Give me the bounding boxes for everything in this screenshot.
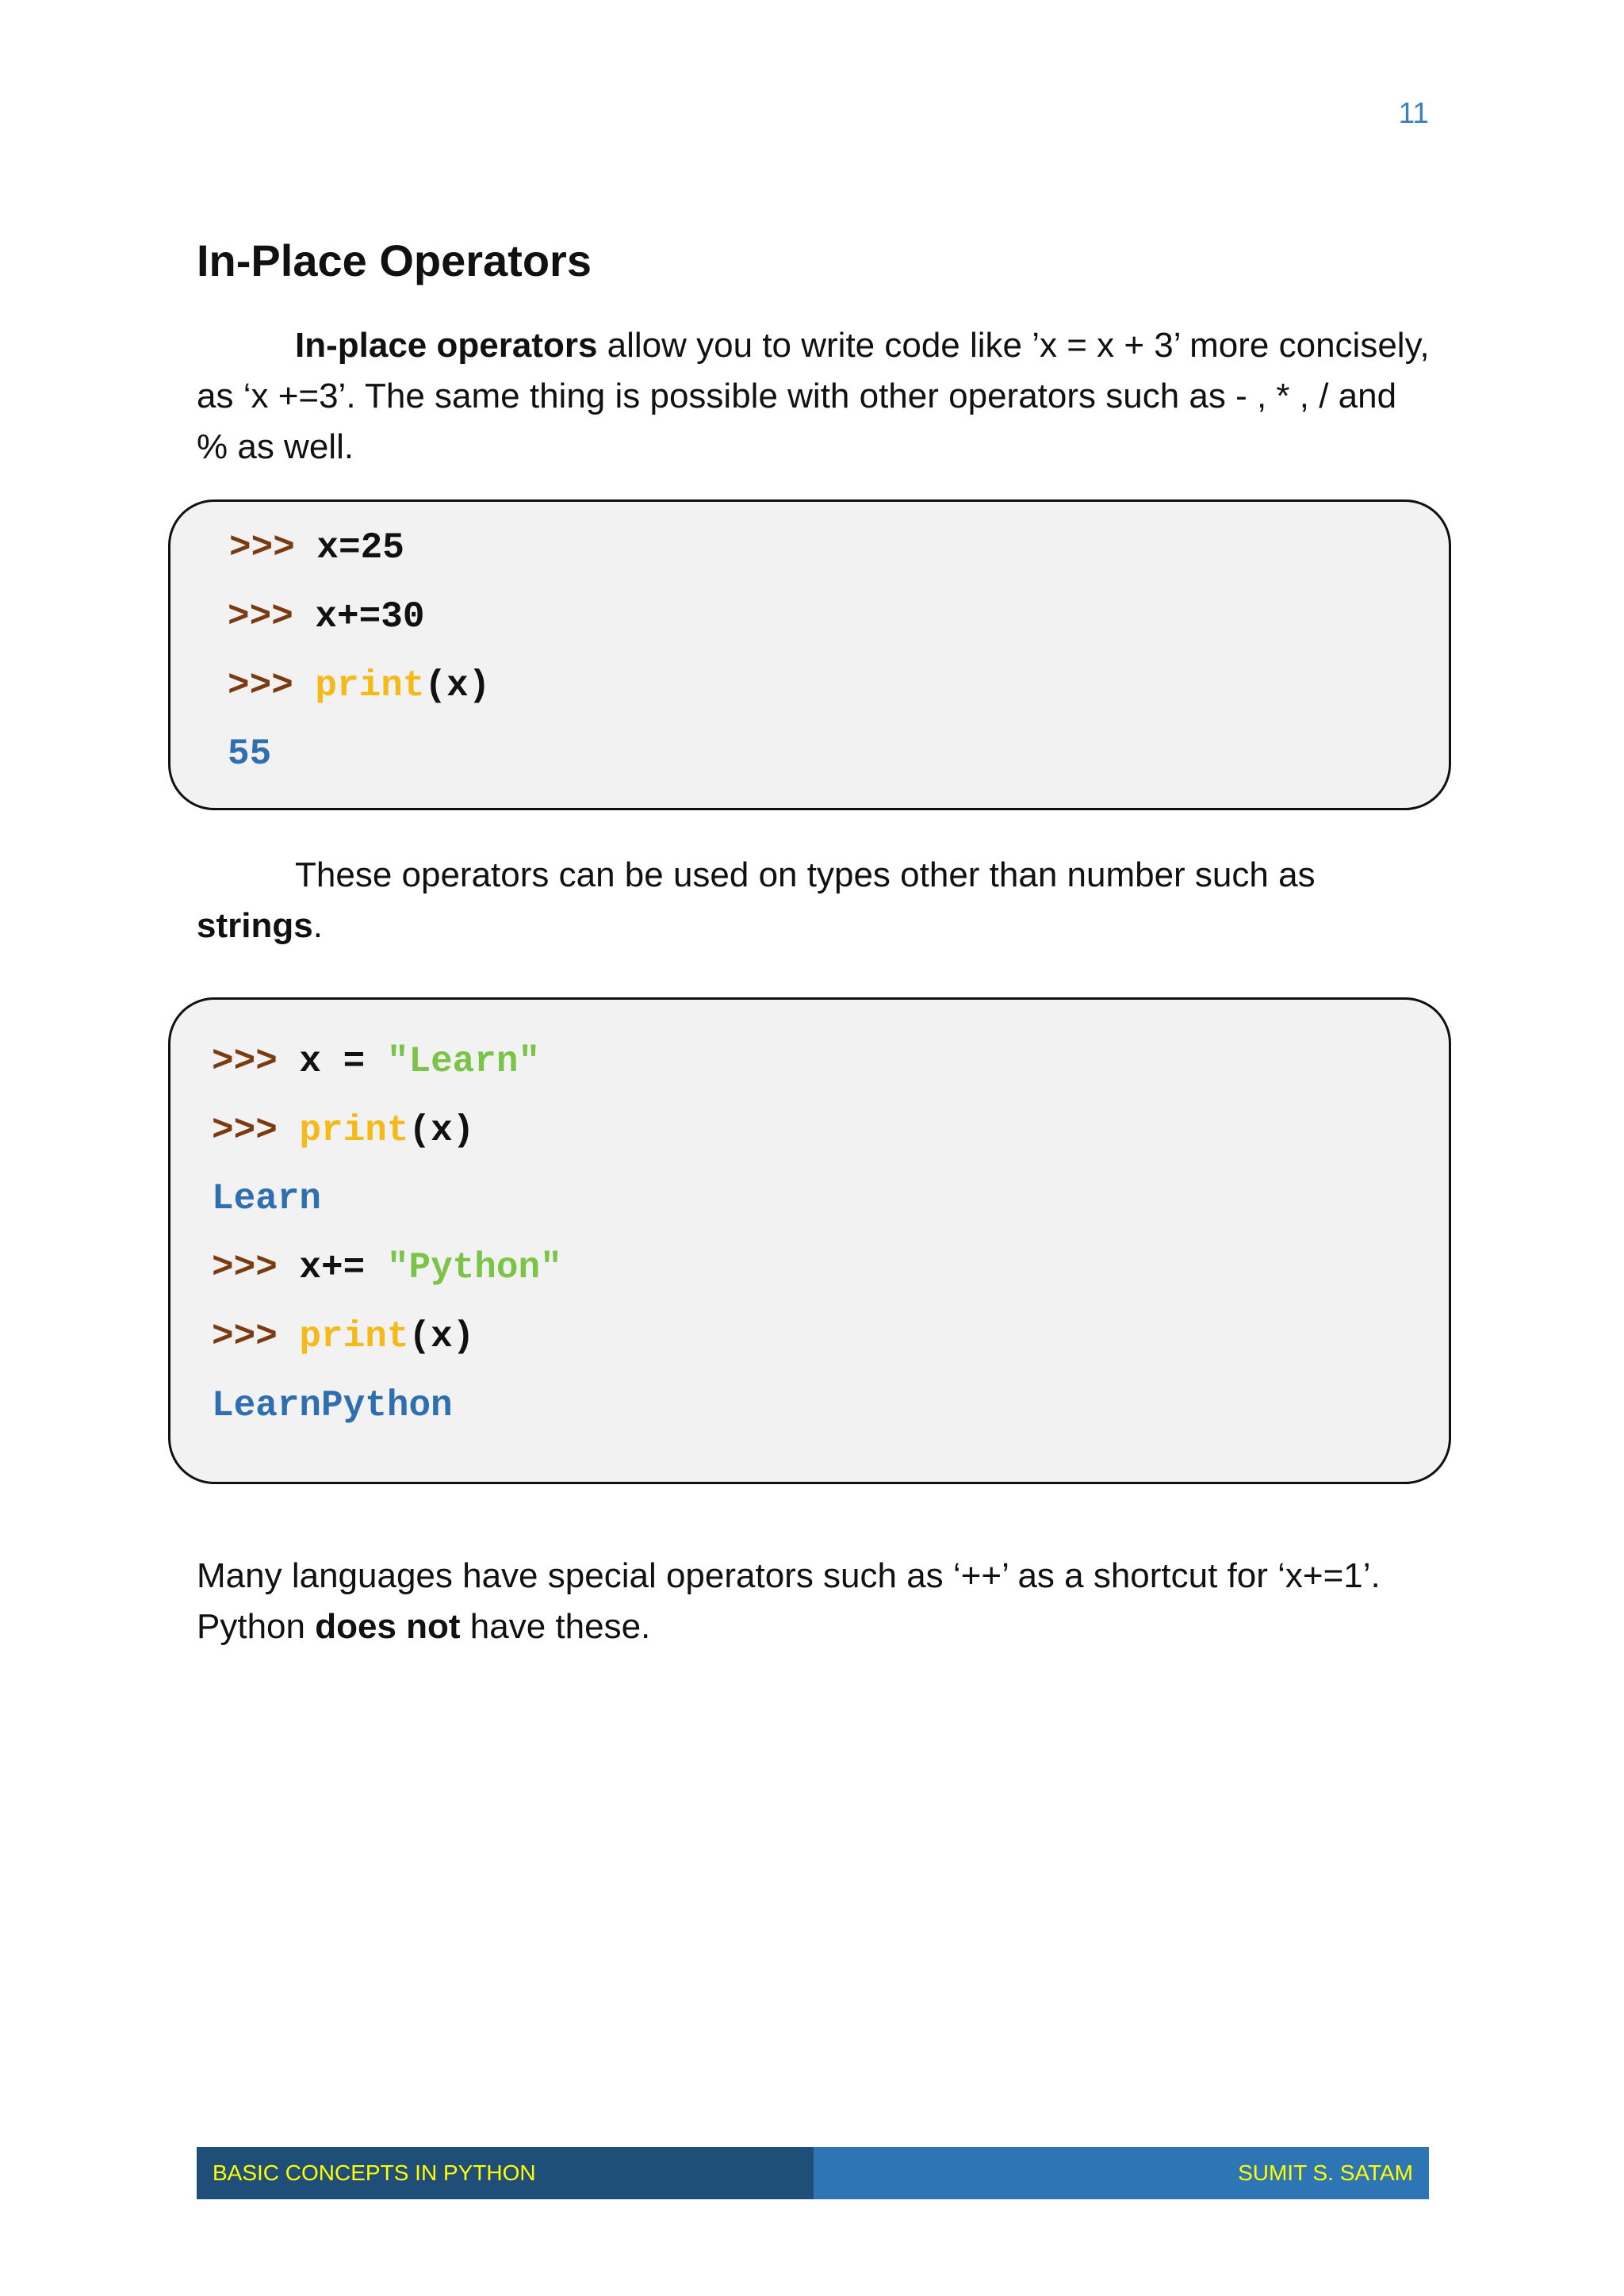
code-text: x = [277, 1041, 387, 1082]
code-line [228, 664, 490, 708]
prompt: >>> [212, 1110, 278, 1151]
code-text: (x) [408, 1110, 475, 1151]
footer-left-band [197, 2147, 814, 2199]
strings-period: . [312, 906, 323, 945]
section-heading: In-Place Operators [197, 235, 592, 285]
closing-line1: Many languages have special operators such as ‘++’ as a shortcut for ‘x+=1’. [197, 1556, 1381, 1595]
intro-paragraph [197, 320, 1434, 473]
prompt: >>> [228, 665, 293, 706]
prompt: >>> [212, 1041, 278, 1082]
string-literal: "Python" [386, 1247, 562, 1288]
string-literal: "Learn" [386, 1041, 541, 1082]
strings-line1: These operators can be used on types other than number such as [295, 855, 1316, 894]
strings-paragraph [197, 850, 1434, 951]
code-output [228, 732, 271, 776]
code-line [228, 595, 424, 639]
prompt: >>> [228, 596, 293, 637]
output-value: LearnPython [212, 1385, 453, 1426]
strings-bold-term: strings [197, 906, 313, 945]
code-output [212, 1177, 321, 1221]
prompt: >>> [229, 527, 295, 568]
code-text: x=25 [294, 527, 404, 568]
intro-line2: as ‘x +=3’. The same thing is possible with other operators such as - , * , / and [197, 377, 1397, 415]
code-block-numbers [168, 499, 1451, 810]
output-value: Learn [212, 1178, 322, 1219]
footer-right-band [814, 2147, 1429, 2199]
code-text: (x) [424, 665, 491, 706]
code-text: x+= [277, 1247, 387, 1288]
code-line [212, 1246, 562, 1290]
code-line [212, 1314, 474, 1359]
page-footer [197, 2147, 1429, 2199]
footer-book-title: BASIC CONCEPTS IN PYTHON [213, 2160, 536, 2185]
closing-paragraph [197, 1551, 1434, 1652]
intro-line3: % as well. [197, 427, 354, 466]
output-value: 55 [228, 733, 272, 775]
print-keyword: print [277, 1316, 409, 1357]
prompt: >>> [212, 1316, 278, 1357]
closing-bold-term: does not [315, 1607, 461, 1646]
print-keyword: print [277, 1110, 409, 1151]
code-line [212, 1108, 474, 1153]
footer-author: SUMIT S. SATAM [1238, 2160, 1413, 2185]
closing-line2-end: have these. [460, 1607, 651, 1646]
prompt: >>> [212, 1247, 278, 1288]
code-line [212, 1039, 540, 1084]
code-output [212, 1383, 453, 1428]
code-line [229, 526, 404, 570]
code-text: (x) [408, 1316, 475, 1357]
code-block-strings [168, 997, 1451, 1484]
code-text: x+=30 [293, 596, 425, 637]
intro-line1: allow you to write code like ’x = x + 3’ more concisely, [597, 326, 1430, 365]
page-number: 11 [1398, 97, 1429, 129]
closing-line2-start: Python [197, 1607, 316, 1646]
intro-bold-term: In-place operators [295, 326, 598, 365]
print-keyword: print [293, 665, 425, 706]
